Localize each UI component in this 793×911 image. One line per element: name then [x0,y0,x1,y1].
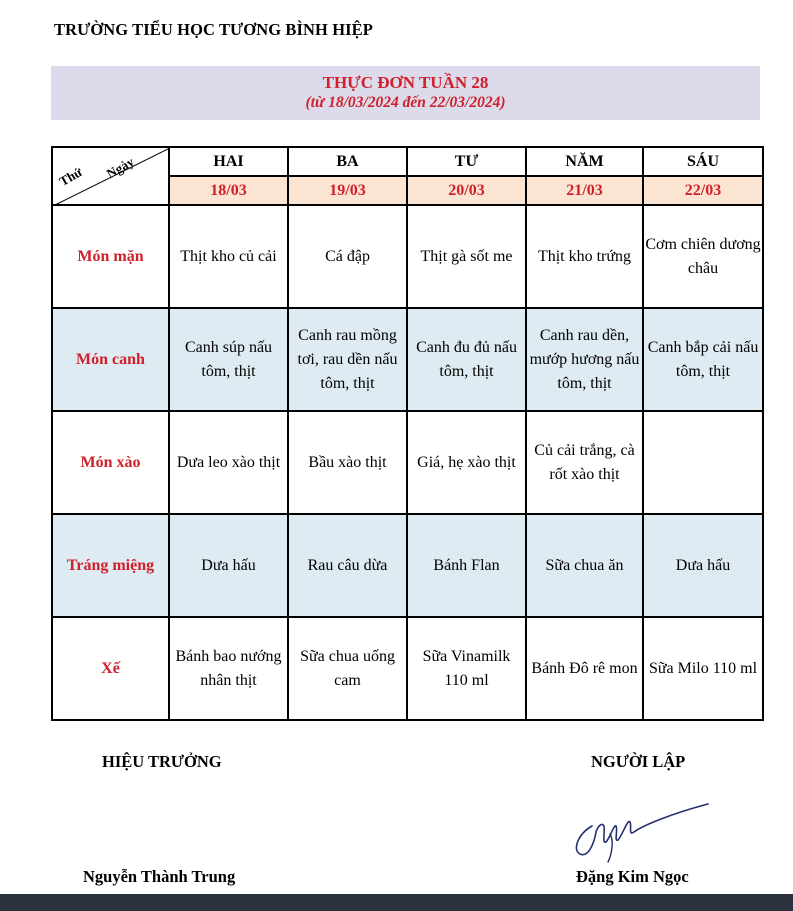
menu-cell: Cá đập [288,205,407,308]
menu-cell: Canh bắp cải nấu tôm, thịt [643,308,763,411]
menu-cell: Canh đu đủ nấu tôm, thịt [407,308,526,411]
corner-cell [52,147,169,205]
date-3: 20/03 [407,176,526,205]
menu-cell: Canh súp nấu tôm, thịt [169,308,288,411]
menu-cell: Canh rau mồng tơi, rau dền nấu tôm, thịt [288,308,407,411]
principal-name: Nguyễn Thành Trung [83,867,236,886]
table-row-xe [52,617,763,720]
preparer-name: Đặng Kim Ngọc [576,867,689,886]
day-tu: TƯ [407,147,526,176]
menu-title-box [51,66,760,120]
menu-cell: Sữa chua ăn [526,514,643,617]
menu-cell [643,411,763,514]
menu-cell: Thịt kho củ cải [169,205,288,308]
menu-cell: Dưa hấu [169,514,288,617]
menu-cell: Thịt gà sốt me [407,205,526,308]
menu-cell: Bầu xào thịt [288,411,407,514]
menu-cell: Bánh Flan [407,514,526,617]
table-row-mon-man [52,205,763,308]
menu-cell: Dưa leo xào thịt [169,411,288,514]
date-2: 19/03 [288,176,407,205]
menu-cell: Thịt kho trứng [526,205,643,308]
corner-label-thu: Thứ [56,164,85,189]
day-ba: BA [288,147,407,176]
day-sau: SÁU [643,147,763,176]
menu-title: THỰC ĐƠN TUẦN 28 [322,73,489,92]
date-1: 18/03 [169,176,288,205]
menu-cell: Củ cải trắng, cà rốt xào thịt [526,411,643,514]
day-header-row [52,147,763,176]
table-row-mon-canh [52,308,763,411]
menu-cell: Bánh bao nướng nhân thịt [169,617,288,720]
preparer-title: NGƯỜI LẬP [591,752,686,771]
row-label: Món canh [52,308,169,411]
row-label: Xế [52,617,169,720]
day-nam: NĂM [526,147,643,176]
menu-cell: Dưa hấu [643,514,763,617]
table-row-mon-xao [52,411,763,514]
menu-cell: Sữa Vinamilk 110 ml [407,617,526,720]
menu-date-range: (từ 18/03/2024 đến 22/03/2024) [305,94,506,111]
weekly-menu-table [51,146,764,721]
menu-cell: Sữa Milo 110 ml [643,617,763,720]
menu-cell: Canh rau dền, mướp hương nấu tôm, thịt [526,308,643,411]
menu-cell: Cơm chiên dương châu [643,205,763,308]
row-label: Tráng miệng [52,514,169,617]
principal-title: HIỆU TRƯỞNG [102,752,222,771]
menu-cell: Bánh Đô rê mon [526,617,643,720]
school-name: TRƯỜNG TIỂU HỌC TƯƠNG BÌNH HIỆP [54,20,373,39]
row-label: Món xào [52,411,169,514]
menu-cell: Rau câu dừa [288,514,407,617]
corner-label-ngay: Ngày [103,153,137,182]
date-4: 21/03 [526,176,643,205]
date-5: 22/03 [643,176,763,205]
menu-cell: Giá, hẹ xào thịt [407,411,526,514]
row-label: Món mặn [52,205,169,308]
table-row-trang-mieng [52,514,763,617]
handwritten-signature [570,796,720,866]
day-hai: HAI [169,147,288,176]
menu-cell: Sữa chua uống cam [288,617,407,720]
bottom-bar [0,894,793,911]
